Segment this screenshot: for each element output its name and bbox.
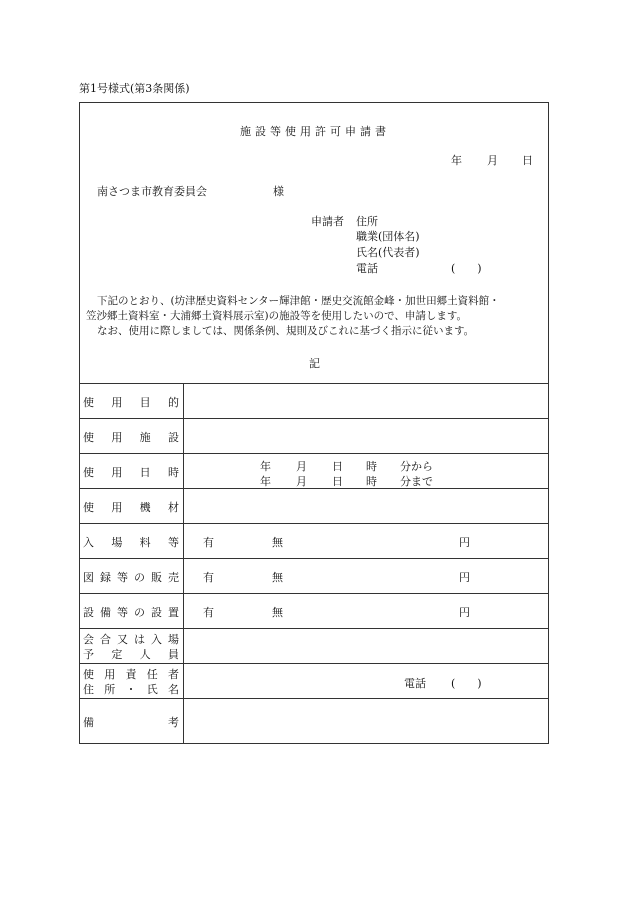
row-label-purpose: 使 用 目 的 xyxy=(83,396,179,409)
applicant-occupation-label: 職業(団体名) xyxy=(356,230,420,243)
row-rule xyxy=(79,523,549,524)
manager-phone-parens: ( ) xyxy=(451,677,482,690)
dt-from-minute: 分から xyxy=(400,460,433,473)
admission-no: 無 xyxy=(272,536,283,549)
dt-to-minute: 分まで xyxy=(400,475,433,488)
row-rule xyxy=(79,488,549,489)
applicant-address-label: 住所 xyxy=(356,215,378,228)
row-label-remarks: 備 考 xyxy=(83,716,179,729)
row-rule xyxy=(79,593,549,594)
date-day: 日 xyxy=(522,154,533,167)
row-rule xyxy=(79,663,549,664)
catalog-yes: 有 xyxy=(203,571,214,584)
row-rule xyxy=(79,698,549,699)
form-title: 施設等使用許可申請書 xyxy=(240,125,390,138)
catalog-no: 無 xyxy=(272,571,283,584)
applicant-phone-parens: ( ) xyxy=(451,262,482,275)
row-label-installation: 設 備 等 の 設 置 xyxy=(83,606,179,619)
dt-from-year: 年 xyxy=(260,460,271,473)
dt-from-day: 日 xyxy=(332,460,343,473)
applicant-heading: 申請者 xyxy=(311,215,344,228)
row-rule xyxy=(79,628,549,629)
row-label-attendance-1: 会 合 又 は 入 場 xyxy=(83,633,179,646)
row-rule xyxy=(79,418,549,419)
dt-to-month: 月 xyxy=(296,475,307,488)
row-label-datetime: 使 用 日 時 xyxy=(83,466,179,479)
row-rule xyxy=(79,558,549,559)
body-line-1: 下記のとおり、(坊津歴史資料センター輝津館・歴史交流館金峰・加世田郷土資料館・ xyxy=(97,295,500,307)
row-label-equipment: 使 用 機 材 xyxy=(83,501,179,514)
installation-no: 無 xyxy=(272,606,283,619)
admission-yen: 円 xyxy=(459,536,470,549)
dt-from-month: 月 xyxy=(296,460,307,473)
installation-yen: 円 xyxy=(459,606,470,619)
date-month: 月 xyxy=(487,154,498,167)
row-label-manager-2: 住 所 ・ 氏 名 xyxy=(83,683,179,696)
date-year: 年 xyxy=(451,154,462,167)
row-label-admission: 入 場 料 等 xyxy=(83,536,179,549)
body-line-2: 笠沙郷土資料室・大浦郷土資料展示室)の施設等を使用したいので、申請します。 xyxy=(86,310,468,322)
form-number: 第1号様式(第3条関係) xyxy=(79,82,190,95)
row-label-facility: 使 用 施 設 xyxy=(83,431,179,444)
dt-to-hour: 時 xyxy=(366,475,377,488)
dt-to-day: 日 xyxy=(332,475,343,488)
dt-to-year: 年 xyxy=(260,475,271,488)
applicant-phone-label: 電話 xyxy=(356,262,378,275)
column-divider xyxy=(183,383,184,744)
row-label-catalog-sales: 図 録 等 の 販 売 xyxy=(83,571,179,584)
row-label-manager-1: 使 用 責 任 者 xyxy=(83,668,179,681)
ki-heading: 記 xyxy=(309,357,320,370)
addressee-name: 南さつま市教育委員会 xyxy=(97,185,207,198)
catalog-yen: 円 xyxy=(459,571,470,584)
body-line-3: なお、使用に際しましては、関係条例、規則及びこれに基づく指示に従います。 xyxy=(97,325,475,337)
addressee-honorific: 様 xyxy=(273,185,284,198)
admission-yes: 有 xyxy=(203,536,214,549)
manager-phone-label: 電話 xyxy=(404,677,426,690)
applicant-name-label: 氏名(代表者) xyxy=(356,246,420,259)
dt-from-hour: 時 xyxy=(366,460,377,473)
row-rule xyxy=(79,453,549,454)
installation-yes: 有 xyxy=(203,606,214,619)
table-top-rule xyxy=(79,383,549,384)
row-label-attendance-2: 予 定 人 員 xyxy=(83,648,179,661)
